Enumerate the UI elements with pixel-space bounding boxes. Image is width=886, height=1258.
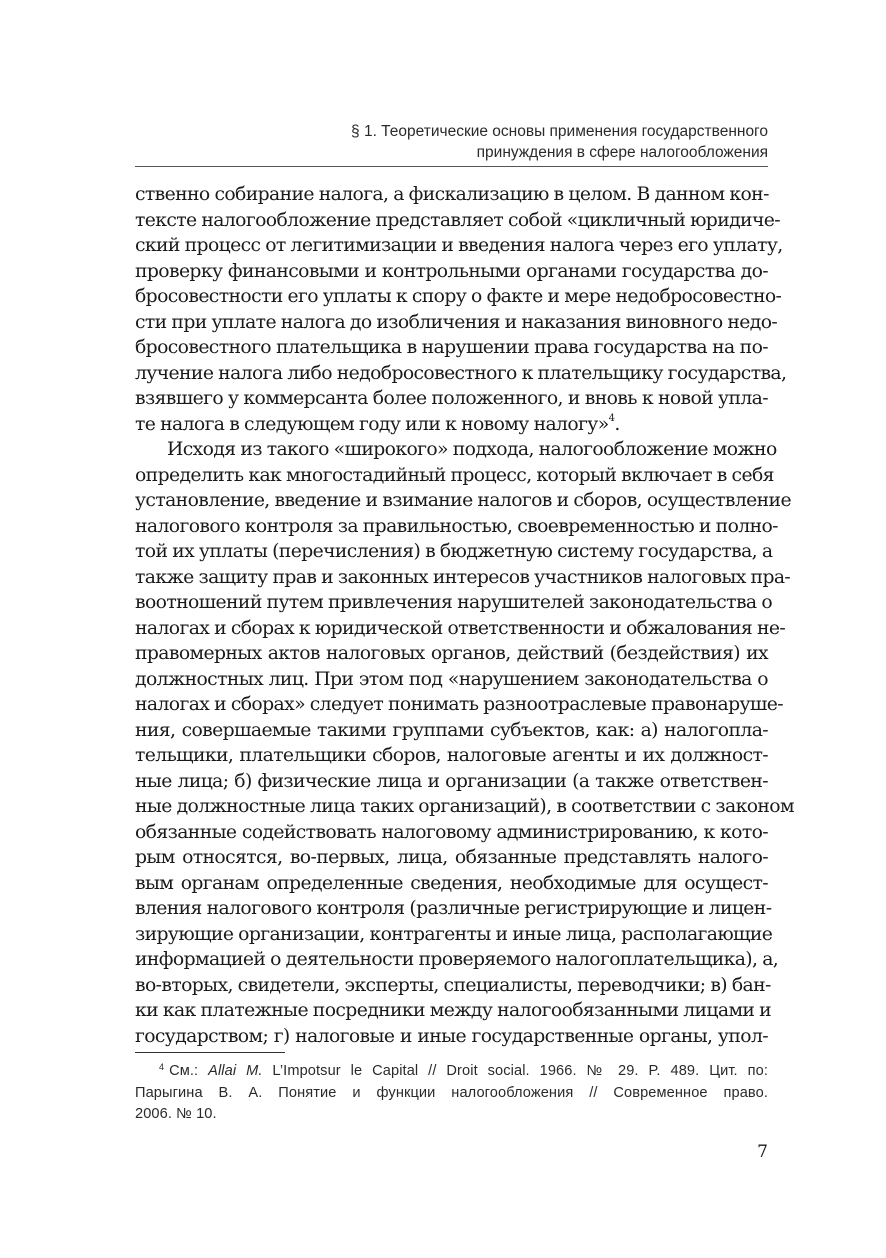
header-rule [135, 166, 768, 167]
text-line: тексте налогообложение представляет собой «цикличный юридиче- [135, 209, 780, 231]
text-line: воотношений путем привлечения нарушителей законодательства о [135, 592, 773, 613]
text-line-content: те налога в следующем году или к новому налогу» [135, 413, 609, 435]
footnote-line [135, 1061, 768, 1083]
body-text [135, 182, 794, 1049]
text-line: рым относятся, во-первых, лица, обязанные представлять налого- [135, 847, 768, 868]
text-line: тельщики, плательщики сборов, налоговые агенты и их должност- [135, 745, 768, 766]
footnote-number: 4 [159, 1062, 165, 1072]
text-line: ные должностные лица таких организаций), в соответствии с законом [135, 796, 794, 817]
text-line: определить как многостадийный процесс, который включает в себя [135, 464, 774, 486]
running-head-line: принуждения в сфере налогообложения [476, 144, 768, 161]
text-line: взявшего у коммерсанта более положенного, и вновь к новой упла- [135, 388, 768, 409]
footnote-rule [135, 1052, 285, 1053]
text-line: ский процесс от легитимизации и введения налога через его уплату, [135, 235, 783, 256]
sentence-end: . [614, 413, 620, 435]
text-line: зирующие организации, контрагенты и иные лица, располагающие [135, 923, 773, 945]
paragraph-1 [135, 182, 787, 437]
text-line: той их уплаты (перечисления) в бюджетную систему государства, а [135, 541, 773, 562]
text-line: правомерных актов налоговых органов, действий (бездействия) их [135, 643, 768, 664]
footnote-line: Парыгина В. А. Понятие и функции налогообложения // Современное право. [135, 1085, 768, 1101]
text-line: вления налогового контроля (различные регистрирующие и лицен- [135, 898, 772, 919]
text-line: налогах и сборах» следует понимать разноотраслевые правонаруше- [135, 694, 783, 715]
text-line: бросовестности его уплаты к спору о факте и мере недобросовестно- [135, 286, 782, 307]
text-line: ственно собирание налога, а фискализацию в целом. В данном кон- [135, 184, 769, 205]
footnote-reference[interactable]: 4 [608, 413, 615, 425]
text-line: налогового контроля за правильностью, своевременностью и полно- [135, 515, 778, 537]
text-line: во-вторых, свидетели, эксперты, специалисты, переводчики; в) бан- [135, 974, 771, 996]
text-line: также защиту прав и законных интересов участников налоговых пра- [135, 566, 791, 588]
text-line: ки как платежные посредники между налогообязанными лицами и [135, 1000, 772, 1021]
text-line: ния, совершаемые такими группами субъектов, как: а) налогопла- [135, 719, 768, 741]
footnote-citation: L’Impotsur le Capital // Droit social. 1966. № 29. P. 489. Цит. по: [262, 1063, 768, 1079]
running-head [135, 121, 768, 163]
text-line: установление, введение и взимание налогов и сборов, осуществление [135, 490, 791, 511]
text-line: лучение налога либо недобросовестного к плательщику государства, [135, 362, 787, 384]
footnote-line: 2006. № 10. [135, 1106, 217, 1122]
text-line: Исходя из такого «широкого» подхода, налогообложение можно [167, 439, 777, 460]
text-line: бросовестного плательщика в нарушении права государства на по- [135, 337, 768, 358]
running-head-line: § 1. Теоретические основы применения государственного [351, 123, 768, 140]
footnote-prefix: См.: [169, 1063, 209, 1079]
page-number: 7 [757, 1142, 768, 1162]
footnote [135, 1061, 768, 1125]
text-line: должностных лиц. При этом под «нарушением законодательства о [135, 668, 768, 690]
text-line: информацией о деятельности проверяемого налогоплательщика), а, [135, 949, 779, 970]
text-line: проверку финансовыми и контрольными органами государства до- [135, 260, 768, 282]
text-line: ные лица; б) физические лица и организации (а также ответствен- [135, 770, 768, 792]
paragraph-2 [135, 437, 794, 1049]
footnote-author: Allai M. [208, 1063, 263, 1079]
text-line: налогах и сборах к юридической ответственности и обжалования не- [135, 617, 786, 639]
text-line: обязанные содействовать налоговому администрированию, к кото- [135, 821, 768, 843]
text-line: вым органам определенные сведения, необходимые для осущест- [135, 872, 768, 894]
text-line-last [135, 412, 768, 438]
text-line: государством; г) налоговые и иные государственные органы, упол- [135, 1025, 768, 1047]
text-line: сти при уплате налога до изобличения и наказания виновного недо- [135, 311, 778, 333]
